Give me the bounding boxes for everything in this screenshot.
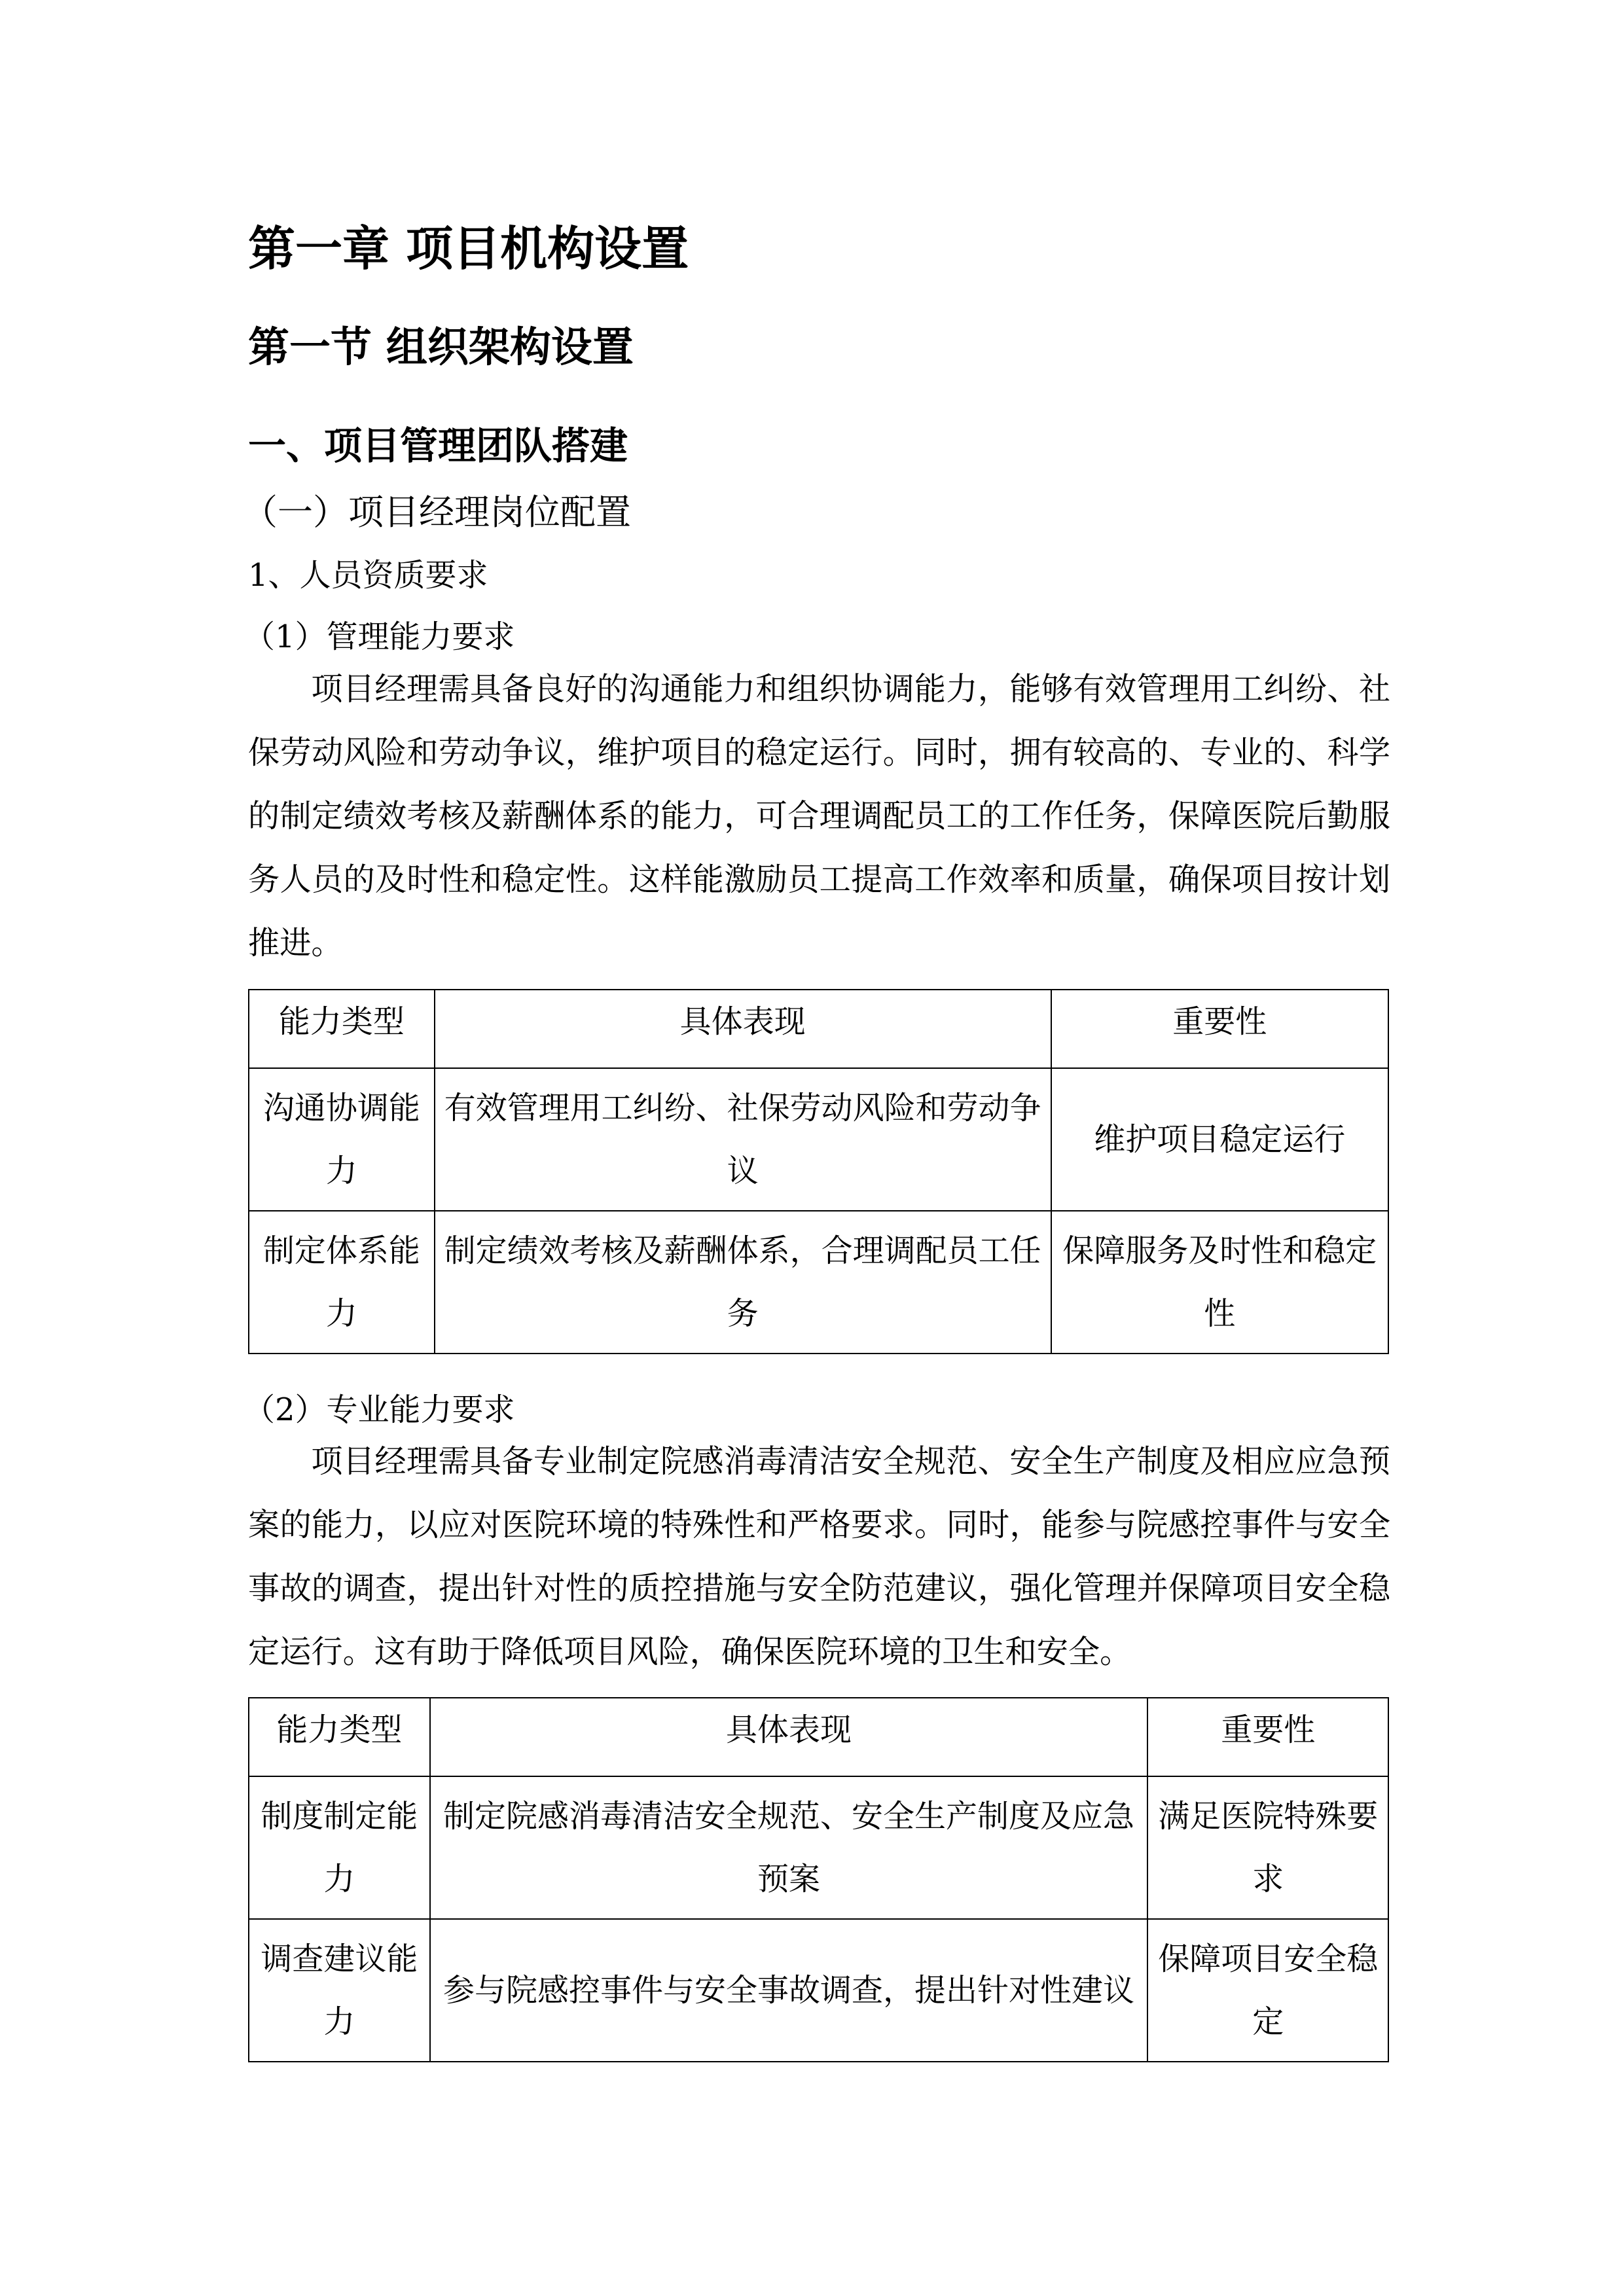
table-cell: 保障服务及时性和稳定性: [1051, 1211, 1388, 1354]
table-cell: 制度制定能力: [249, 1776, 430, 1919]
table-header-cell: 重要性: [1051, 990, 1388, 1068]
part1-title: （1）管理能力要求: [244, 619, 515, 655]
table-row: [249, 1776, 1388, 1919]
table-header-cell: 具体表现: [430, 1698, 1148, 1776]
table-row: [249, 1919, 1388, 2062]
table-cell: 制定体系能力: [249, 1211, 435, 1354]
item-title: 1、人员资质要求: [248, 557, 488, 594]
table-header-cell: 能力类型: [249, 990, 435, 1068]
table-cell: 制定院感消毒清洁安全规范、安全生产制度及应急预案: [430, 1776, 1148, 1919]
part2-title: （2）专业能力要求: [244, 1391, 515, 1428]
table-cell: 参与院感控事件与安全事故调查，提出针对性建议: [430, 1919, 1148, 2062]
table-header-cell: 具体表现: [435, 990, 1051, 1068]
sub-subsection-title: （一）项目经理岗位配置: [242, 492, 631, 533]
table-row: [249, 1068, 1388, 1211]
table-header-row: [249, 990, 1388, 1068]
part1-paragraph: 项目经理需具备良好的沟通能力和组织协调能力，能够有效管理用工纠纷、社保劳动风险和劳动争议，维护项目的稳定运行。同时，拥有较高的、专业的、科学的制定绩效考核及薪酬体系的能力，可合理调配员工的工作任务，保障医院后勤服务人员的及时性和稳定性。这样能激励员工提高工作效率和质量，确保项目按计划推进。: [248, 671, 1390, 961]
professional-ability-table: [248, 1697, 1389, 2062]
table-row: [249, 1211, 1388, 1354]
table-cell: 维护项目稳定运行: [1051, 1068, 1388, 1211]
section-title: 第一节 组织架构设置: [248, 323, 634, 371]
table-header-cell: 重要性: [1147, 1698, 1388, 1776]
chapter-title: 第一章 项目机构设置: [248, 221, 689, 276]
table-header-cell: 能力类型: [249, 1698, 430, 1776]
management-ability-table: [248, 989, 1389, 1354]
table-header-row: [249, 1698, 1388, 1776]
subsection-title: 一、项目管理团队搭建: [248, 423, 628, 468]
table-cell: 制定绩效考核及薪酬体系，合理调配员工任务: [435, 1211, 1051, 1354]
table-cell: 满足医院特殊要求: [1147, 1776, 1388, 1919]
part2-paragraph: 项目经理需具备专业制定院感消毒清洁安全规范、安全生产制度及相应应急预案的能力，以应对医院环境的特殊性和严格要求。同时，能参与院感控事件与安全事故的调查，提出针对性的质控措施与安全防范建议，强化管理并保障项目安全稳定运行。这有助于降低项目风险，确保医院环境的卫生和安全。: [248, 1443, 1390, 1670]
table-cell: 调查建议能力: [249, 1919, 430, 2062]
table-cell: 沟通协调能力: [249, 1068, 435, 1211]
table-cell: 有效管理用工纠纷、社保劳动风险和劳动争议: [435, 1068, 1051, 1211]
table-cell: 保障项目安全稳定: [1147, 1919, 1388, 2062]
